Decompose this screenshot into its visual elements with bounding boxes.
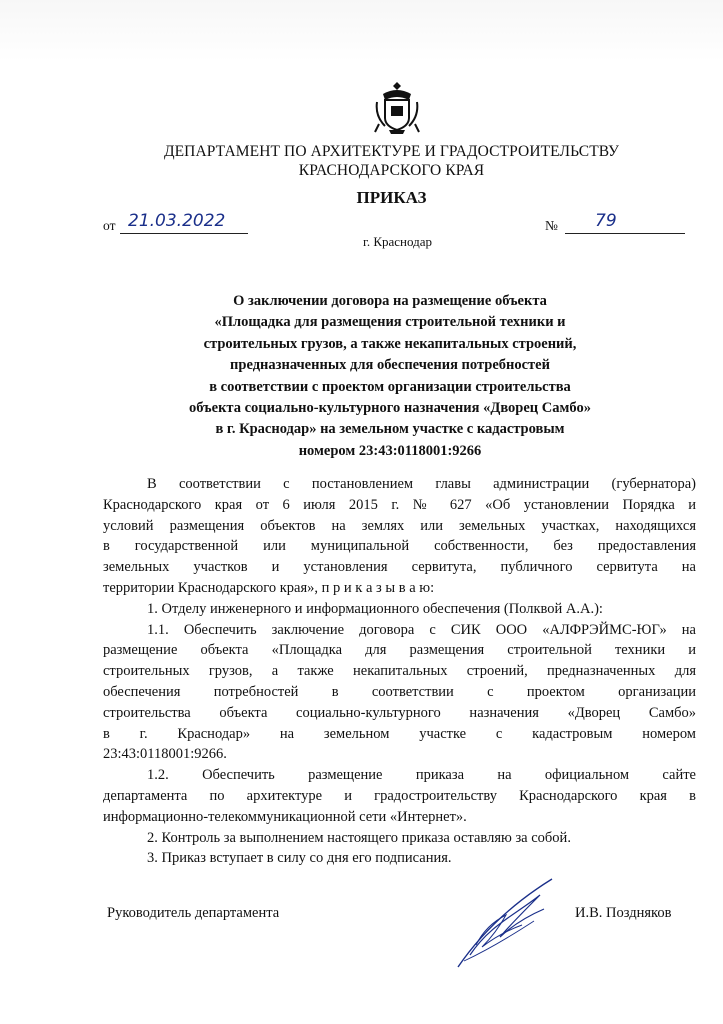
date-prefix: от: [103, 218, 116, 233]
body-line: территории Краснодарского края», п р и к а з ы в а ю:: [103, 579, 435, 596]
body-line: земельных участков и установления сервитута, публичного сервитута на: [103, 559, 696, 576]
number-prefix: №: [545, 218, 558, 233]
body-line: информационно-телекоммуникационной сети «Интернет».: [103, 808, 467, 825]
order-body: [103, 474, 696, 869]
signature-icon: [440, 875, 560, 975]
title-line: в соответствии с проектом организации строительства: [209, 378, 571, 395]
body-line: в г. Краснодар» на земельном участке с кадастровым номером: [103, 725, 696, 742]
title-line: предназначенных для обеспечения потребностей: [230, 357, 550, 374]
body-line: строительства объекта социально-культурного назначения «Дворец Самбо»: [103, 704, 696, 721]
body-line: 23:43:0118001:9266.: [103, 746, 227, 763]
document-type: ПРИКАЗ: [356, 188, 427, 207]
title-line: объекта социально-культурного назначения «Дворец Самбо»: [189, 400, 591, 417]
body-line: 3. Приказ вступает в силу со дня его подписания.: [147, 850, 452, 867]
number-value: 79: [595, 211, 617, 231]
body-line: размещение объекта «Площадка для размещения строительной техники и: [103, 642, 696, 659]
body-line: 1.2. Обеспечить размещение приказа на официальном сайте: [147, 767, 696, 784]
city: г. Краснодар: [362, 234, 433, 249]
body-line: 2. Контроль за выполнением настоящего приказа оставляю за собой.: [147, 829, 571, 846]
body-line: условий размещения объектов на землях или земельных участках, находящихся: [103, 517, 696, 534]
title-line: «Площадка для размещения строительной техники и: [214, 314, 566, 331]
body-line: строительных грузов, а также некапитальных строений, предназначенных для: [103, 663, 696, 680]
title-line: строительных грузов, а также некапитальных строений,: [203, 335, 577, 352]
department-name-line1: ДЕПАРТАМЕНТ ПО АРХИТЕКТУРЕ И ГРАДОСТРОИТЕЛЬСТВУ: [163, 143, 620, 160]
body-line: 1.1. Обеспечить заключение договора с СИК ООО «АЛФРЭЙМС-ЮГ» на: [147, 621, 696, 638]
krasnodar-coat-of-arms-icon: [373, 78, 421, 136]
title-line: номером 23:43:0118001:9266: [298, 442, 482, 459]
body-line: 1. Отделу инженерного и информационного обеспечения (Полквой А.А.):: [147, 600, 603, 617]
body-line: в государственной или муниципальной собственности, без предоставления: [103, 538, 696, 555]
body-line: В соответствии с постановлением главы администрации (губернатора): [147, 476, 696, 492]
signatory-name: И.В. Поздняков: [575, 905, 672, 921]
body-line: департамента по архитектуре и градостроительству Краснодарского края в: [103, 787, 696, 804]
title-line: в г. Краснодар» на земельном участке с кадастровым: [215, 421, 565, 438]
date-value: 21.03.2022: [128, 211, 226, 231]
order-title: [60, 291, 720, 462]
title-line: О заключении договора на размещение объекта: [233, 293, 547, 309]
signatory-position: Руководитель департамента: [107, 905, 280, 921]
department-name-line2: КРАСНОДАРСКОГО КРАЯ: [298, 162, 485, 179]
body-line: Краснодарского края от 6 июля 2015 г. № 627 «Об установлении Порядка и: [103, 496, 696, 513]
body-line: обеспечения потребностей в соответствии с проектом организации: [103, 683, 696, 700]
